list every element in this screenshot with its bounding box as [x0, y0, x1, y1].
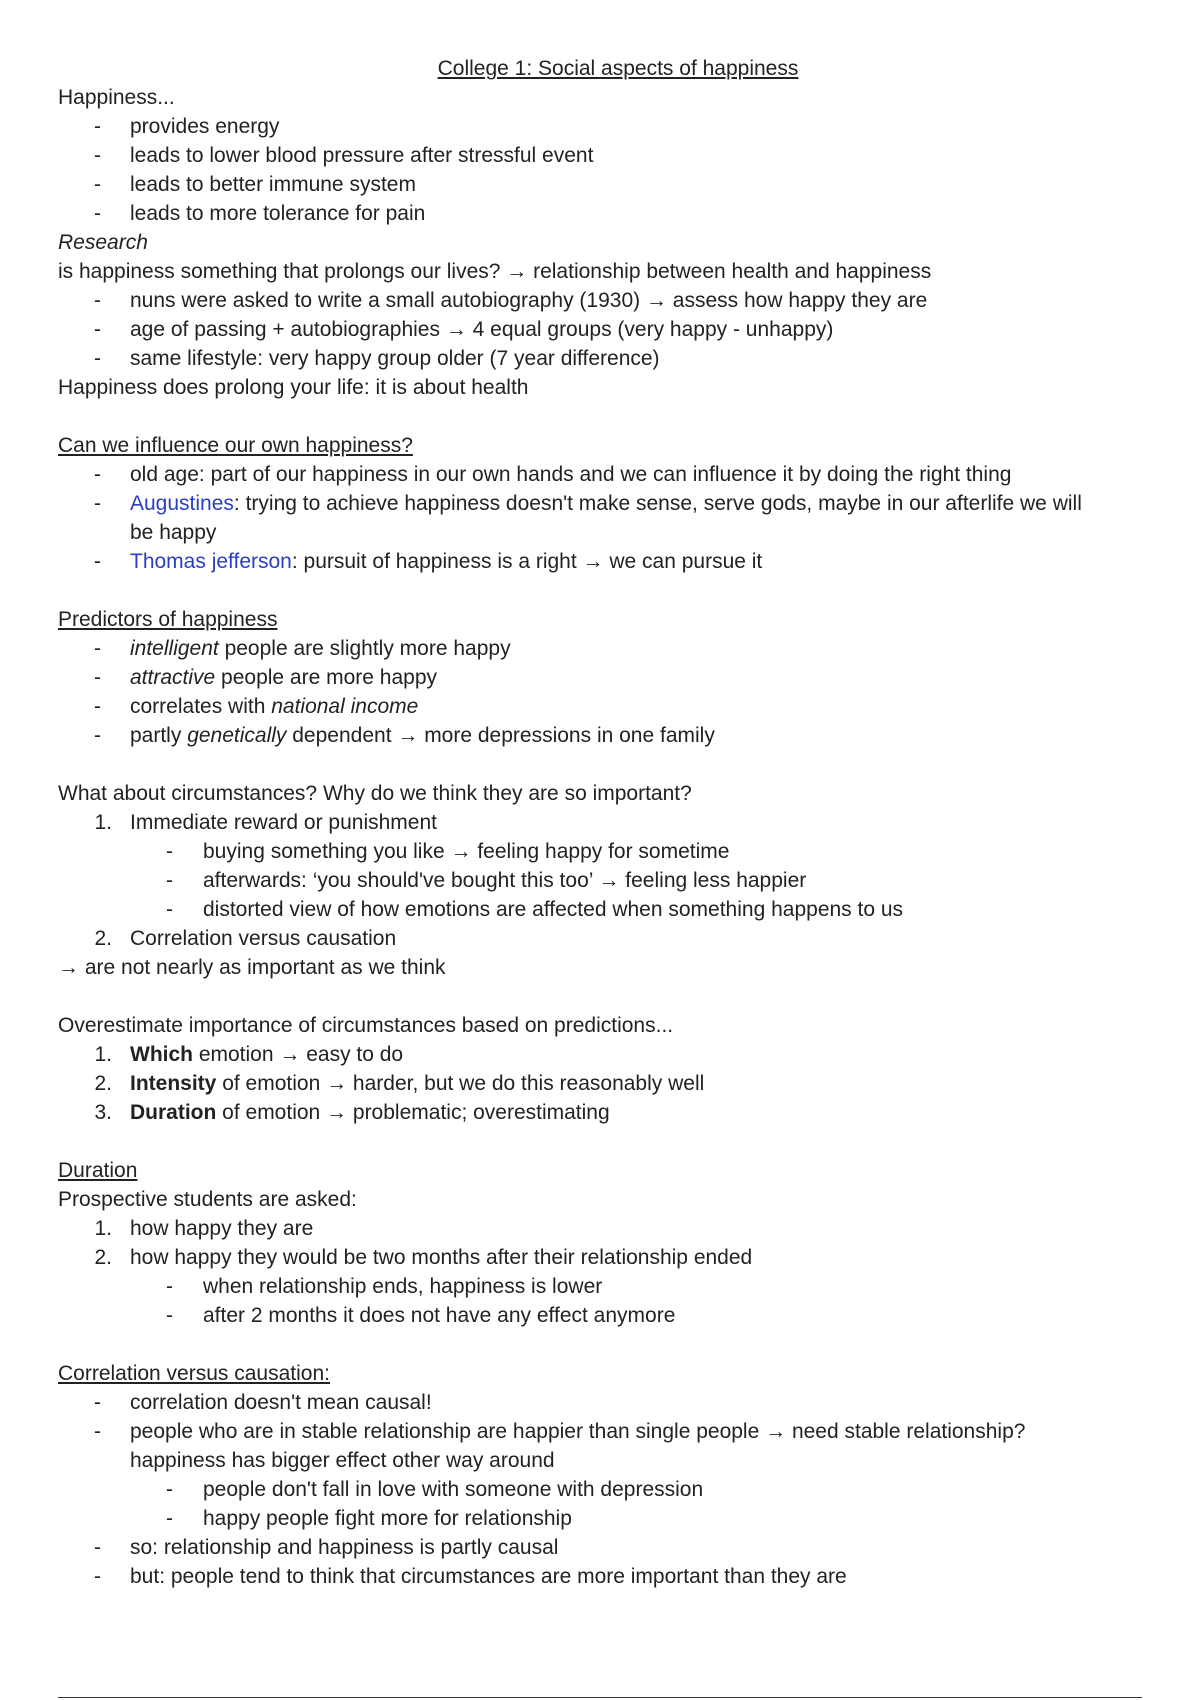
- list-item: - intelligent people are slightly more happy: [58, 634, 1148, 663]
- bullet-dash: -: [166, 869, 173, 892]
- list-item: - leads to lower blood pressure after stressful event: [58, 141, 1148, 170]
- list-item: - Augustines: trying to achieve happiness doesn't make sense, serve gods, maybe in our afterlife we will: [58, 489, 1148, 518]
- bullet-dash: -: [94, 550, 101, 573]
- sub-list-item: - after 2 months it does not have any effect anymore: [58, 1301, 1148, 1330]
- bullet-dash: -: [166, 898, 173, 921]
- bullet-dash: -: [166, 840, 173, 863]
- bullet-dash: -: [94, 1391, 101, 1414]
- bullet-dash: -: [94, 202, 101, 225]
- bullet-dash: -: [94, 1536, 101, 1559]
- circumstances-question: What about circumstances? Why do we think they are so important?: [58, 782, 692, 805]
- bullet-dash: -: [94, 347, 101, 370]
- list-number: 2.: [94, 927, 112, 950]
- spacer: [58, 982, 1148, 1011]
- list-number: 2.: [94, 1072, 112, 1095]
- bullet-dash: -: [94, 1420, 101, 1443]
- bullet-dash: -: [94, 318, 101, 341]
- numbered-item: 2. Correlation versus causation: [58, 924, 1148, 953]
- list-item: - people who are in stable relationship are happier than single people → need stable relationship?: [58, 1417, 1148, 1446]
- bullet-dash: -: [166, 1507, 173, 1530]
- list-item: - so: relationship and happiness is partly causal: [58, 1533, 1148, 1562]
- list-item: - but: people tend to think that circumstances are more important than they are: [58, 1562, 1148, 1591]
- bullet-dash: -: [166, 1304, 173, 1327]
- research-question: is happiness something that prolongs our lives? → relationship between health and happiness: [58, 260, 932, 283]
- bullet-dash: -: [94, 173, 101, 196]
- intro-heading: Happiness...: [58, 86, 175, 109]
- spacer: [58, 402, 1148, 431]
- numbered-item: 2. Intensity of emotion → harder, but we do this reasonably well: [58, 1069, 1148, 1098]
- list-number: 1.: [94, 1043, 112, 1066]
- bullet-dash: -: [94, 695, 101, 718]
- person-name: Augustines: [130, 492, 234, 515]
- circumstances-conclusion: → are not nearly as important as we think: [58, 956, 446, 979]
- duration-intro: Prospective students are asked:: [58, 1188, 357, 1211]
- sub-list-item: - afterwards: ‘you should've bought this too’ → feeling less happier: [58, 866, 1148, 895]
- bullet-dash: -: [94, 637, 101, 660]
- numbered-item: 1. Which emotion → easy to do: [58, 1040, 1148, 1069]
- list-item: - correlates with national income: [58, 692, 1148, 721]
- duration-heading: Duration: [58, 1159, 138, 1182]
- list-number: 2.: [94, 1246, 112, 1269]
- spacer: [58, 750, 1148, 779]
- spacer: [58, 576, 1148, 605]
- list-item: - attractive people are more happy: [58, 663, 1148, 692]
- research-heading: Research: [58, 231, 148, 254]
- bullet-dash: -: [166, 1275, 173, 1298]
- list-item: - nuns were asked to write a small autobiography (1930) → assess how happy they are: [58, 286, 1148, 315]
- influence-heading: Can we influence our own happiness?: [58, 434, 413, 457]
- overestimate-heading: Overestimate importance of circumstances based on predictions...: [58, 1014, 674, 1037]
- list-item-continuation: happiness has bigger effect other way around: [130, 1449, 555, 1472]
- bullet-dash: -: [166, 1478, 173, 1501]
- numbered-item: 2. how happy they would be two months after their relationship ended: [58, 1243, 1148, 1272]
- list-item: - partly genetically dependent → more depressions in one family: [58, 721, 1148, 750]
- list-item: - leads to better immune system: [58, 170, 1148, 199]
- sub-list-item: - people don't fall in love with someone with depression: [58, 1475, 1148, 1504]
- bullet-dash: -: [94, 115, 101, 138]
- list-item-continuation: be happy: [130, 521, 217, 544]
- sub-list-item: - distorted view of how emotions are affected when something happens to us: [58, 895, 1148, 924]
- list-item: - correlation doesn't mean causal!: [58, 1388, 1148, 1417]
- list-number: 3.: [94, 1101, 112, 1124]
- page-bottom-rule: [58, 1697, 1142, 1698]
- bullet-dash: -: [94, 289, 101, 312]
- list-number: 1.: [94, 1217, 112, 1240]
- numbered-item: 1. Immediate reward or punishment: [58, 808, 1148, 837]
- page-title: College 1: Social aspects of happiness: [437, 57, 799, 80]
- list-item: - Thomas jefferson: pursuit of happiness is a right → we can pursue it: [58, 547, 1148, 576]
- predictors-heading: Predictors of happiness: [58, 608, 278, 631]
- bullet-dash: -: [94, 1565, 101, 1588]
- bullet-dash: -: [94, 492, 101, 515]
- numbered-item: 1. how happy they are: [58, 1214, 1148, 1243]
- person-name: Thomas jefferson: [130, 550, 292, 573]
- bullet-dash: -: [94, 463, 101, 486]
- research-conclusion: Happiness does prolong your life: it is about health: [58, 376, 529, 399]
- list-item: - age of passing + autobiographies → 4 equal groups (very happy - unhappy): [58, 315, 1148, 344]
- list-item: - old age: part of our happiness in our own hands and we can influence it by doing the right thing: [58, 460, 1148, 489]
- sub-list-item: - when relationship ends, happiness is lower: [58, 1272, 1148, 1301]
- numbered-item: 3. Duration of emotion → problematic; overestimating: [58, 1098, 1148, 1127]
- bullet-dash: -: [94, 666, 101, 689]
- list-item: - leads to more tolerance for pain: [58, 199, 1148, 228]
- bullet-dash: -: [94, 724, 101, 747]
- sub-list-item: - buying something you like → feeling happy for sometime: [58, 837, 1148, 866]
- sub-list-item: - happy people fight more for relationship: [58, 1504, 1148, 1533]
- bullet-dash: -: [94, 144, 101, 167]
- document-page: [58, 54, 1148, 1591]
- spacer: [58, 1330, 1148, 1359]
- correlation-heading: Correlation versus causation:: [58, 1362, 330, 1385]
- spacer: [58, 1127, 1148, 1156]
- list-number: 1.: [94, 811, 112, 834]
- list-item: - provides energy: [58, 112, 1148, 141]
- list-item: - same lifestyle: very happy group older (7 year difference): [58, 344, 1148, 373]
